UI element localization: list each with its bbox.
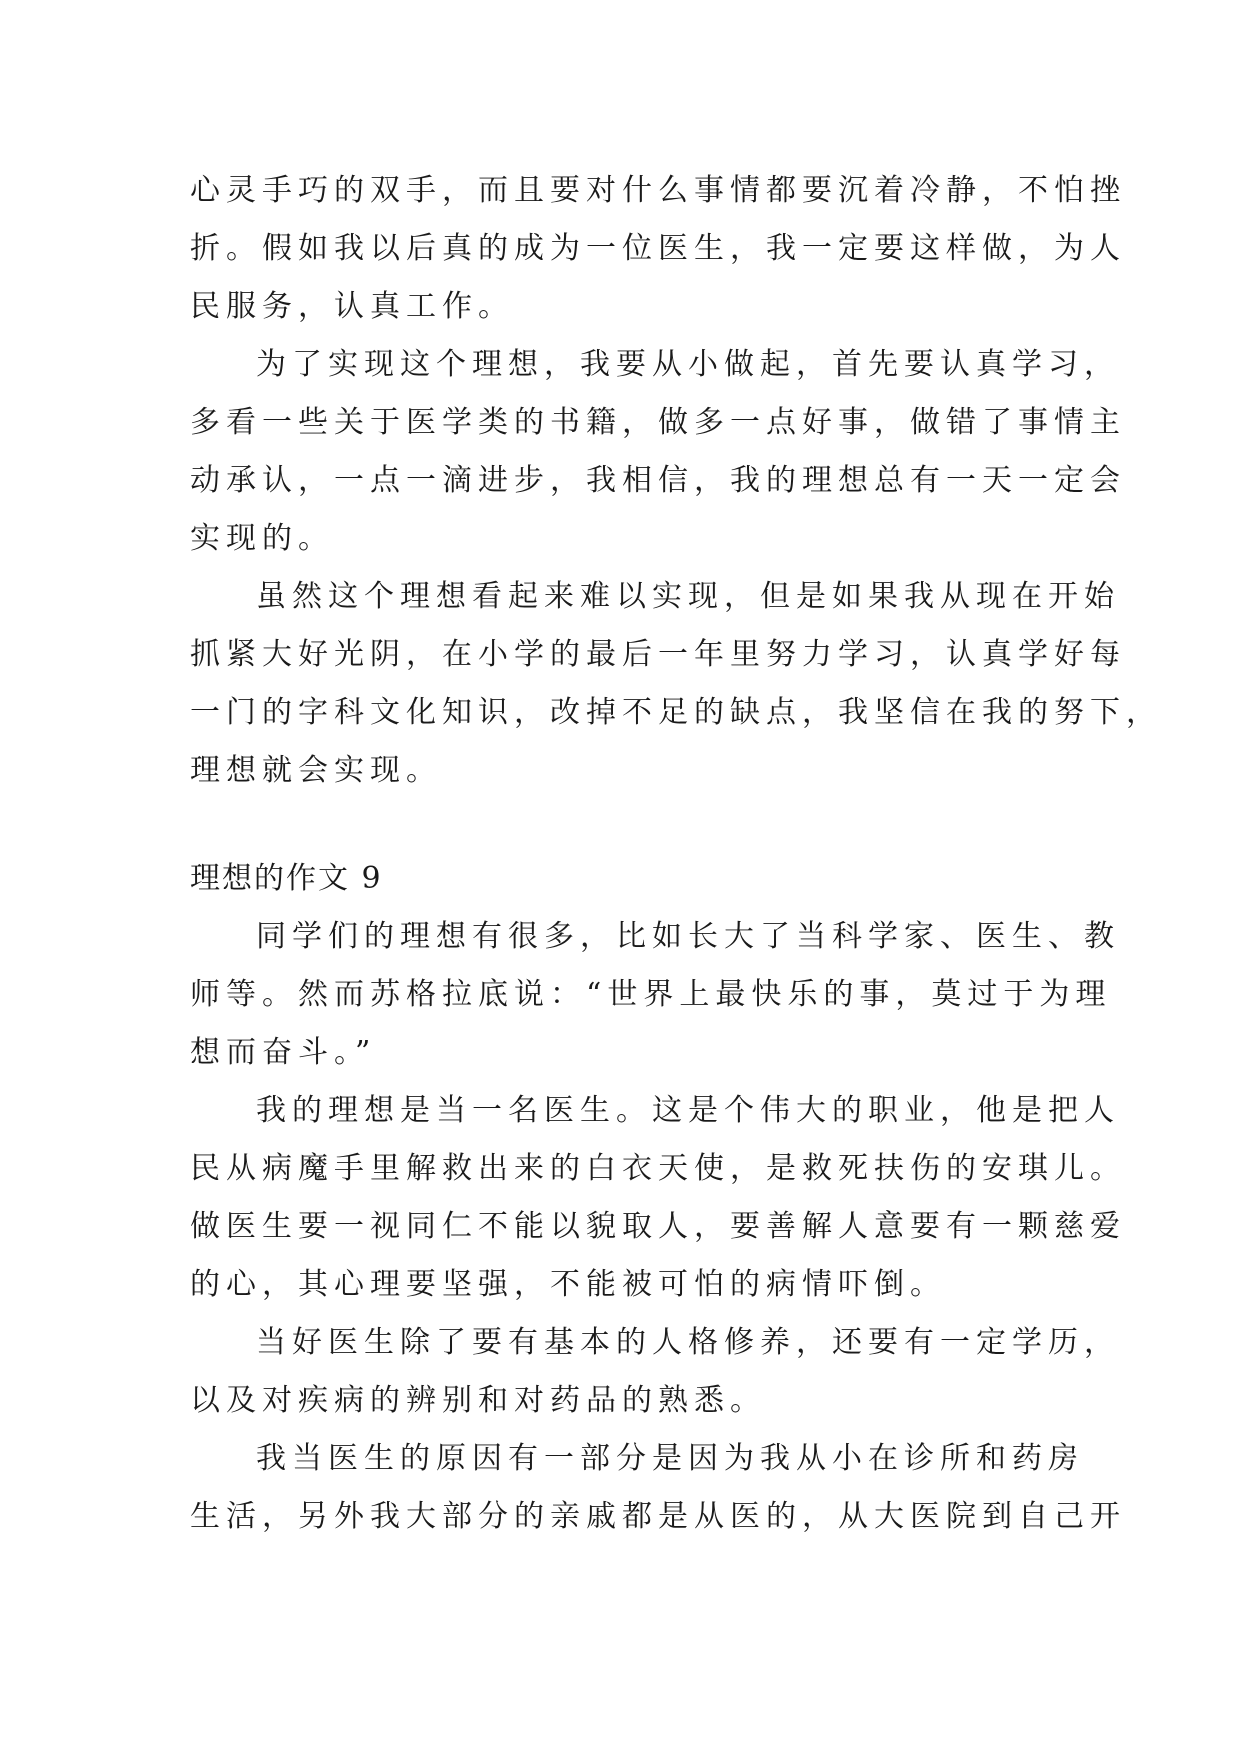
paragraph-line: 师等。然而苏格拉底说：“世界上最快乐的事，莫过于为理	[190, 977, 1112, 1012]
paragraph-line: 我的理想是当一名医生。这是个伟大的职业，他是把人	[256, 1093, 1120, 1128]
section-gap	[190, 800, 1060, 850]
paragraph-line: 多看一些关于医学类的书籍，做多一点好事，做错了事情主	[190, 405, 1126, 440]
paragraph-line: 为了实现这个理想，我要从小做起，首先要认真学习，	[256, 347, 1120, 382]
paragraph-line: 心灵手巧的双手，而且要对什么事情都要沉着冷静，不怕挫	[190, 173, 1126, 208]
paragraph-line: 理想就会实现。	[190, 753, 442, 788]
paragraph-line: 虽然这个理想看起来难以实现，但是如果我从现在开始	[256, 579, 1120, 614]
document-body	[190, 162, 1162, 1546]
paragraph-line: 想而奋斗。”	[190, 1035, 377, 1070]
paragraph-line: 民服务，认真工作。	[190, 289, 514, 324]
paragraph-line: 民从病魔手里解救出来的白衣天使，是救死扶伤的安琪儿。	[190, 1151, 1126, 1186]
paragraph-line: 同学们的理想有很多，比如长大了当科学家、医生、教	[256, 919, 1120, 954]
paragraph-line: 做医生要一视同仁不能以貌取人，要善解人意要有一颗慈爱	[190, 1209, 1126, 1244]
paragraph-line: 动承认，一点一滴进步，我相信，我的理想总有一天一定会	[190, 463, 1126, 498]
paragraph-line: 生活，另外我大部分的亲戚都是从医的，从大医院到自己开	[190, 1499, 1126, 1534]
paragraph-line: 的心，其心理要坚强，不能被可怕的病情吓倒。	[190, 1267, 946, 1302]
paragraph-line: 当好医生除了要有基本的人格修养，还要有一定学历，	[256, 1325, 1120, 1360]
paragraph-line: 实现的。	[190, 521, 334, 556]
paragraph-line: 抓紧大好光阴，在小学的最后一年里努力学习，认真学好每	[190, 637, 1126, 672]
section-heading: 理想的作文 9	[190, 861, 383, 896]
paragraph-line: 以及对疾病的辨别和对药品的熟悉。	[190, 1383, 766, 1418]
paragraph-line: 一门的字科文化知识，改掉不足的缺点，我坚信在我的努下，	[190, 695, 1162, 730]
paragraph-line: 折。假如我以后真的成为一位医生，我一定要这样做，为人	[190, 231, 1126, 266]
paragraph-line: 我当医生的原因有一部分是因为我从小在诊所和药房	[256, 1441, 1084, 1476]
